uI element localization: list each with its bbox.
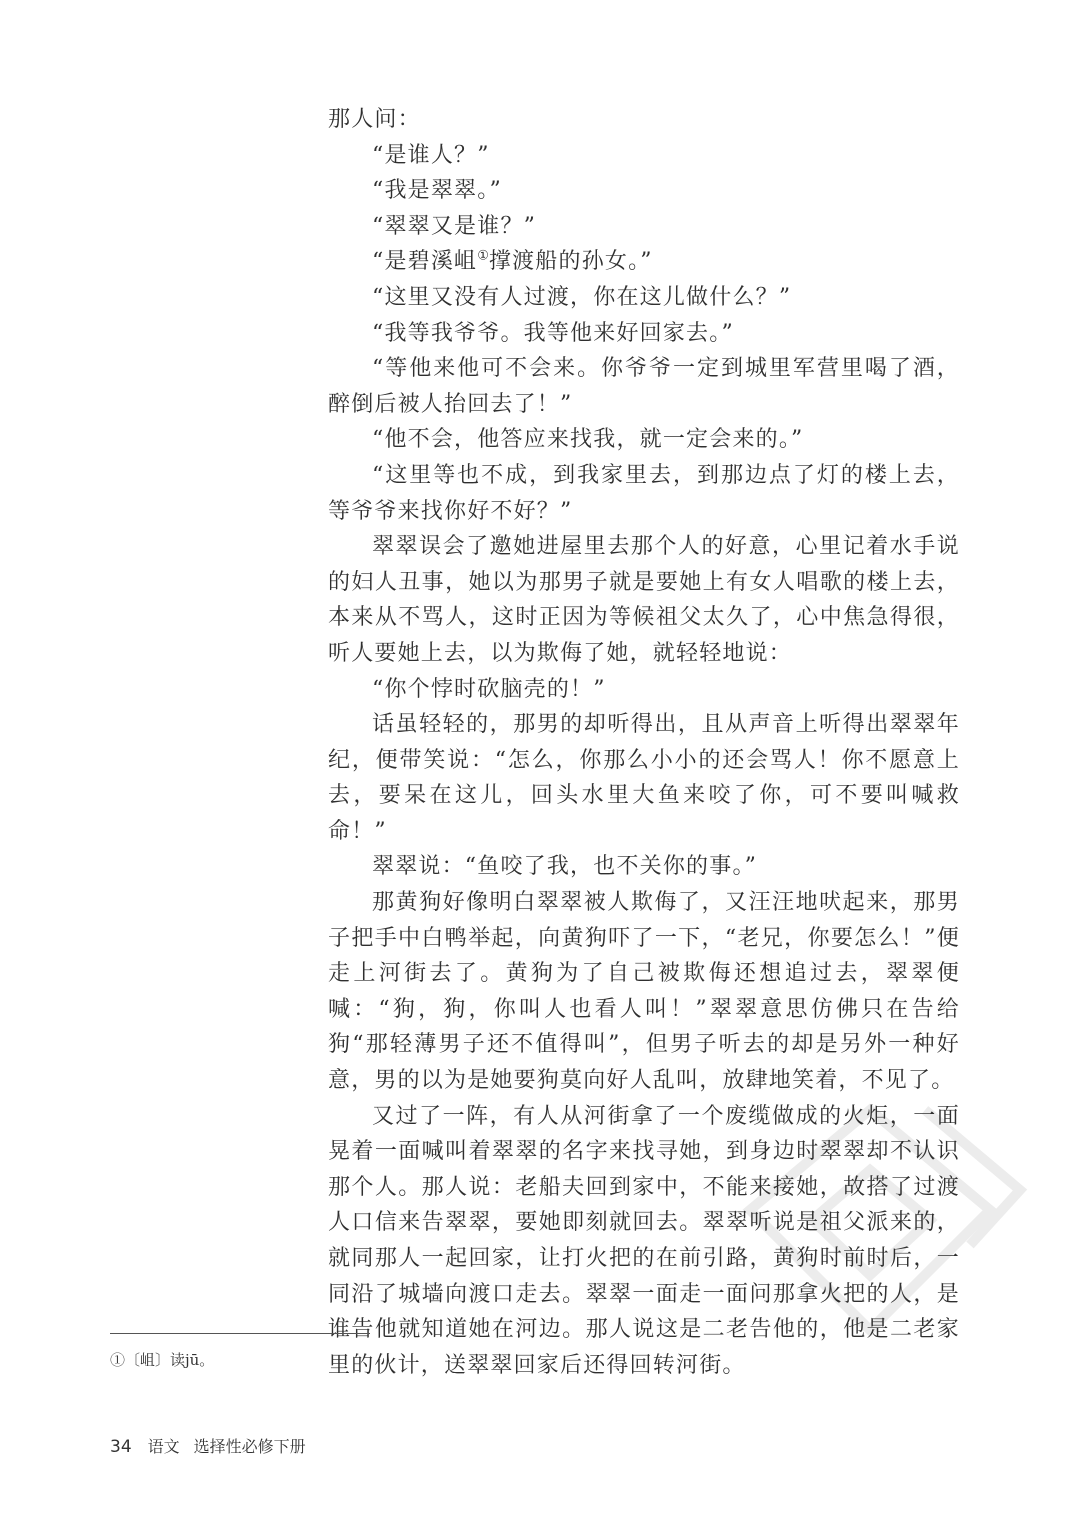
paragraph-13: 话虽轻轻的，那男的却听得出，且从声音上听得出翠翠年纪，便带笑说：“怎么，你那么小小的还会骂人！你不愿意上去，要呆在这儿，回头水里大鱼来咬了你，可不要叫喊救命！”	[328, 712, 960, 844]
body-text	[328, 102, 960, 1383]
footnote-reference-marker: ①	[477, 249, 489, 265]
footnote: ①〔岨〕读jū。	[110, 1351, 215, 1369]
book-volume: 选择性必修下册	[193, 1437, 306, 1456]
paragraph-3: “我是翠翠。”	[372, 178, 502, 204]
book-subject: 语文	[147, 1437, 180, 1456]
page-footer	[110, 1436, 306, 1458]
paragraph-6: “这里又没有人过渡，你在这儿做什么？”	[372, 284, 792, 310]
paragraph-11: 翠翠误会了邀她进屋里去那个人的好意，心里记着水手说的妇人丑事，她以为那男子就是要她上有女人唱歌的楼上去，本来从不骂人，这时正因为等候祖父太久了，心中焦急得很，听人要她上去，以为欺侮了她，就轻轻地说：	[328, 534, 960, 666]
paragraph-15: 那黄狗好像明白翠翠被人欺侮了，又汪汪地吠起来，那男子把手中白鸭举起，向黄狗吓了一下，“老兄，你要怎么！”便走上河街去了。黄狗为了自己被欺侮还想追过去，翠翠便喊：“狗，狗，你叫人也看人叫！”翠翠意思仿佛只在告给狗“那轻薄男子还不值得叫”，但男子听去的却是另外一种好意，男的以为是她要狗莫向好人乱叫，放肆地笑着，不见了。	[328, 890, 960, 1094]
paragraph-14: 翠翠说：“鱼咬了我，也不关你的事。”	[372, 854, 758, 880]
paragraph-8: “等他来他可不会来。你爷爷一定到城里军营里喝了酒，醉倒后被人抬回去了！”	[328, 356, 960, 417]
paragraph-12: “你个悖时砍脑壳的！”	[372, 676, 606, 702]
paragraph-2: “是谁人？”	[372, 142, 490, 168]
paragraph-10: “这里等也不成，到我家里去，到那边点了灯的楼上去，等爷爷来找你好不好？”	[328, 462, 960, 524]
paragraph-7: “我等我爷爷。我等他来好回家去。”	[372, 320, 734, 346]
paragraph-9: “他不会，他答应来找我，就一定会来的。”	[372, 427, 804, 453]
paragraph-5-text-before: “是碧溪岨	[372, 249, 478, 275]
paragraph-5-text-after: 撑渡船的孙女。”	[488, 249, 653, 275]
footnote-divider	[110, 1333, 370, 1334]
paragraph-1: 那人问：	[328, 107, 421, 132]
paragraph-16: 又过了一阵，有人从河街拿了一个废缆做成的火炬，一面晃着一面喊叫着翠翠的名字来找寻她，到身边时翠翠却不认识那个人。那人说：老船夫回到家中，不能来接她，故搭了过渡人口信来告翠翠，要她即刻就回去。翠翠听说是祖父派来的，就同那人一起回家，让打火把的在前引路，黄狗时前时后，一同沿了城墙向渡口走去。翠翠一面走一面问那拿火把的人，是谁告他就知道她在河边。那人说这是二老告他的，他是二老家里的伙计，送翠翠回家后还得回转河街。	[328, 1103, 960, 1378]
paragraph-4: “翠翠又是谁？”	[372, 213, 537, 239]
page-number: 34	[110, 1437, 132, 1457]
paragraph-5	[328, 244, 960, 280]
